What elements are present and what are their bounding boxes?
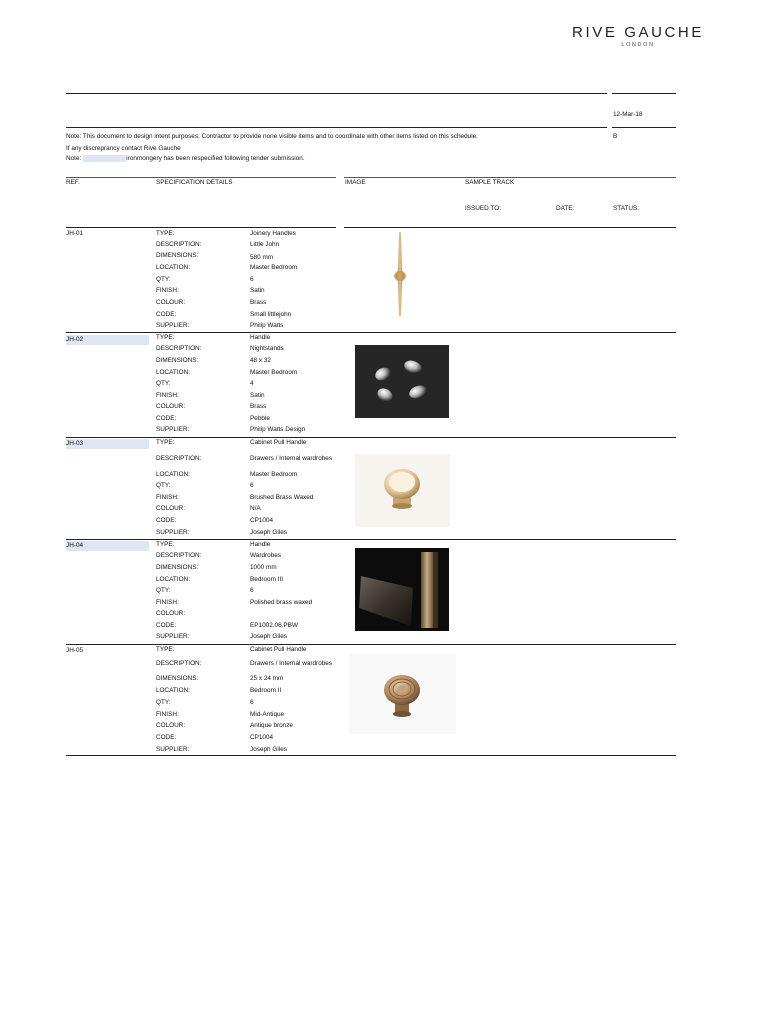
field-label: COLOUR: xyxy=(156,403,186,410)
field-label: TYPE: xyxy=(156,646,175,653)
field-value: Brushed Brass Waxed xyxy=(250,494,314,501)
field-label: COLOUR: xyxy=(156,505,186,512)
field-label: LOCATION: xyxy=(156,471,190,478)
col-status: STATUS: xyxy=(613,205,640,212)
field-value: Handle xyxy=(250,334,271,341)
col-date: DATE: xyxy=(556,205,575,212)
field-value: Brass xyxy=(250,299,267,306)
note-line-1: Note: This document to design intent purposes. Contractor to provide none visible items and to coordinate with other items listed on this schedule. xyxy=(66,133,478,140)
field-label: TYPE: xyxy=(156,439,175,446)
field-value: Polished brass waxed xyxy=(250,599,313,606)
field-value: Joinery Handles xyxy=(250,230,296,237)
field-value: 4 xyxy=(250,380,254,387)
field-value: Satin xyxy=(250,287,265,294)
field-value: Philip Watts Design xyxy=(250,426,306,433)
field-value: Pebble xyxy=(250,415,270,422)
field-value: Joseph Giles xyxy=(250,633,287,640)
brand-name: RIVE GAUCHE xyxy=(572,24,704,41)
field-label: QTY: xyxy=(156,380,171,387)
header-rule-mid xyxy=(66,127,607,128)
field-value: Master Bedroom xyxy=(250,264,298,271)
field-value: Cabinet Pull Handle xyxy=(250,439,307,446)
field-value: 1000 mm xyxy=(250,564,277,571)
field-label: QTY: xyxy=(156,699,171,706)
header-rule-top xyxy=(66,93,607,94)
product-image-cabinet-knob xyxy=(355,454,450,527)
note-line-3-text: ironmongery has been respecified following tender submission. xyxy=(126,155,305,163)
item-ref: JH-01 xyxy=(66,230,84,237)
field-label: TYPE: xyxy=(156,541,175,548)
field-label: DIMENSIONS: xyxy=(156,564,199,571)
field-value: Wardrobes xyxy=(250,552,282,559)
issue-date: 12-Mar-18 xyxy=(613,111,643,118)
field-value: Little John xyxy=(250,241,280,248)
field-label: COLOUR: xyxy=(156,299,186,306)
field-label: CODE: xyxy=(156,622,177,629)
header-rule-mid-right xyxy=(612,127,676,128)
field-label: DESCRIPTION: xyxy=(156,345,202,352)
product-image-pebble-handles xyxy=(355,345,449,418)
field-label: DIMENSIONS: xyxy=(156,357,199,364)
field-label: CODE: xyxy=(156,517,177,524)
header-rule-top-right xyxy=(612,93,676,94)
field-label: SUPPLIER: xyxy=(156,426,190,433)
field-label: COLOUR: xyxy=(156,610,186,617)
note-line-2: If any discreprancy contact Rive Gauche xyxy=(66,145,181,152)
table-bottom-rule xyxy=(66,755,676,756)
table-top-rule-left xyxy=(66,227,336,228)
field-label: LOCATION: xyxy=(156,576,190,583)
field-value: Master Bedroom xyxy=(250,471,298,478)
field-value: Small littlejohn xyxy=(250,311,292,318)
item-ref: JH-03 xyxy=(66,440,84,447)
field-value: Bedroom II xyxy=(250,687,282,694)
col-sample-track: SAMPLE TRACK xyxy=(465,179,515,186)
field-label: COLOUR: xyxy=(156,722,186,729)
column-rule-right xyxy=(344,177,676,178)
field-value: 6 xyxy=(250,276,254,283)
row-divider xyxy=(66,437,676,438)
product-image-edge-pull xyxy=(355,548,449,631)
note-line-3 xyxy=(66,155,305,163)
field-label: FINISH: xyxy=(156,287,179,294)
field-value: Cabinet Pull Handle xyxy=(250,646,307,653)
field-label: CODE: xyxy=(156,734,177,741)
field-label: FINISH: xyxy=(156,711,179,718)
col-ref: REF. xyxy=(66,179,80,186)
field-label: LOCATION: xyxy=(156,264,190,271)
field-value: Antique bronze xyxy=(250,722,293,729)
field-label: DESCRIPTION: xyxy=(156,552,202,559)
field-value: N/A xyxy=(250,505,261,512)
field-value: 25 x 24 mm xyxy=(250,675,284,682)
field-label: QTY: xyxy=(156,276,171,283)
item-ref: JH-05 xyxy=(66,647,84,654)
row-divider xyxy=(66,644,676,645)
field-value: 6 xyxy=(250,482,254,489)
field-label: TYPE: xyxy=(156,230,175,237)
field-value: Bedroom III xyxy=(250,576,284,583)
field-value: Brass xyxy=(250,403,267,410)
field-label: FINISH: xyxy=(156,599,179,606)
field-value: 6 xyxy=(250,699,254,706)
item-ref: JH-02 xyxy=(66,336,84,343)
col-image: IMAGE xyxy=(345,179,366,186)
column-rule-left xyxy=(66,177,336,178)
field-label: QTY: xyxy=(156,482,171,489)
field-value: Drawers / Internal wardrobes xyxy=(250,660,333,667)
field-value: 48 x 32 xyxy=(250,357,271,364)
field-value: Mid-Antique xyxy=(250,711,285,718)
field-label: TYPE: xyxy=(156,334,175,341)
field-label: SUPPLIER: xyxy=(156,529,190,536)
field-label: LOCATION: xyxy=(156,687,190,694)
revision: B xyxy=(613,133,618,140)
field-value: Philip Watts xyxy=(250,322,284,329)
field-value: CP1004 xyxy=(250,734,274,741)
field-value: CP1004 xyxy=(250,517,274,524)
col-issued-to: ISSUED TO: xyxy=(465,205,501,212)
product-image-bronze-knob xyxy=(349,654,456,734)
field-label: QTY: xyxy=(156,587,171,594)
field-value: Master Bedroom xyxy=(250,369,298,376)
field-value: Joseph Giles xyxy=(250,746,287,753)
field-value: 580 mm xyxy=(250,254,274,261)
redacted-blank xyxy=(83,155,126,162)
row-divider xyxy=(66,332,676,333)
col-spec: SPECIFICATION DETAILS xyxy=(156,179,233,186)
field-label: SUPPLIER: xyxy=(156,633,190,640)
brand-city: LONDON xyxy=(621,42,655,48)
field-label: CODE: xyxy=(156,311,177,318)
field-label: FINISH: xyxy=(156,392,179,399)
product-image-joinery-handle xyxy=(372,230,428,318)
field-value: Drawers / Internal wardrobes xyxy=(250,455,333,462)
brand-logo xyxy=(572,24,704,48)
field-label: LOCATION: xyxy=(156,369,190,376)
field-value: Joseph Giles xyxy=(250,529,287,536)
field-value: Handle xyxy=(250,541,271,548)
field-label: DIMENSIONS: xyxy=(156,252,199,259)
note-line-3-prefix: Note: xyxy=(66,155,82,163)
field-label: DESCRIPTION: xyxy=(156,455,202,462)
field-label: FINISH: xyxy=(156,494,179,501)
row-divider xyxy=(66,539,676,540)
table-top-rule-right xyxy=(344,227,676,228)
field-value: 6 xyxy=(250,587,254,594)
field-label: DESCRIPTION: xyxy=(156,241,202,248)
field-label: DIMENSIONS: xyxy=(156,675,199,682)
field-label: SUPPLIER: xyxy=(156,746,190,753)
field-label: SUPPLIER: xyxy=(156,322,190,329)
field-value: Nightstands xyxy=(250,345,284,352)
field-value: Satin xyxy=(250,392,265,399)
field-label: DESCRIPTION: xyxy=(156,660,202,667)
field-value: EP1002.06.PBW xyxy=(250,622,298,629)
field-label: CODE: xyxy=(156,415,177,422)
item-ref: JH-04 xyxy=(66,542,84,549)
